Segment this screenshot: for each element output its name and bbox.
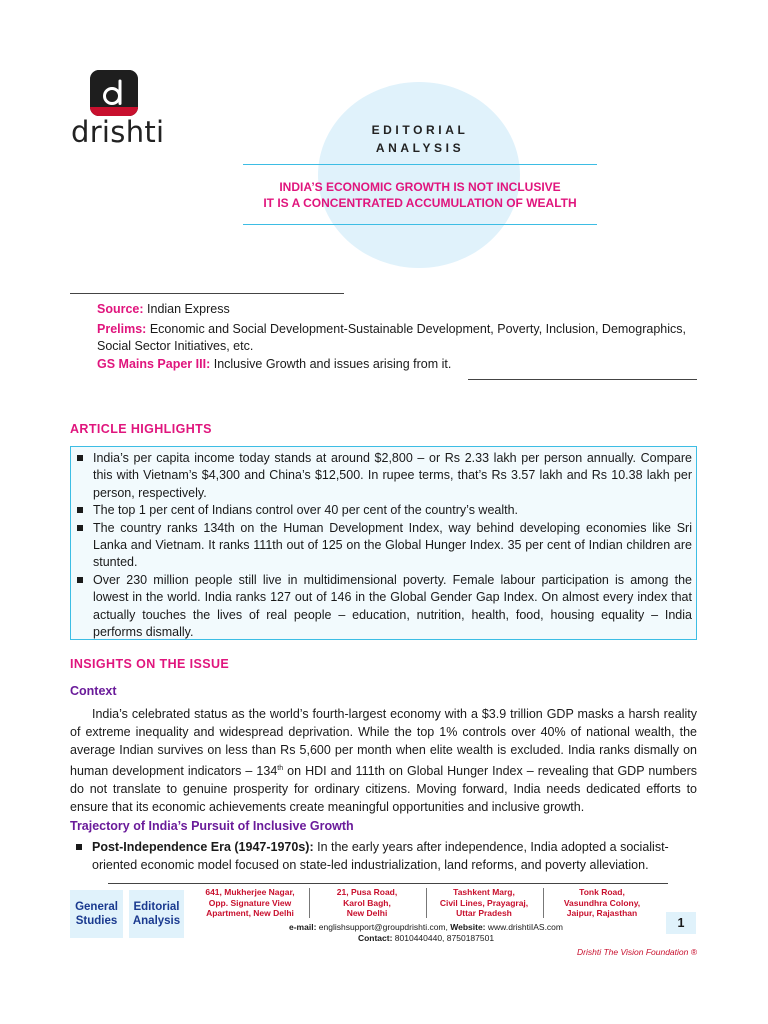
- context-text-part-2: on HDI and 111th on Global Hunger Index – revealing that GDP numbers do not translate to genuine prosperity for ordinary citizens. Moving forward, India needs dedicated efforts to ensure that its economic achievements create meaningful opportunities and inclusive growth.: [70, 763, 697, 815]
- general-studies-tab: [70, 890, 123, 938]
- address-line: Karol Bagh,: [343, 897, 391, 908]
- contact-label: Contact:: [357, 933, 393, 943]
- address-line: Apartment, New Delhi: [206, 908, 294, 918]
- address-line: Opp. Signature View: [208, 897, 292, 908]
- brand-name: drishti: [71, 115, 165, 149]
- address-line: Tashkent Marg,: [453, 887, 515, 897]
- context-text-part-1: India’s celebrated status as the world’s fourth-largest economy with a $3.9 trillion GDP masks a harsh reality of extreme inequality and widespread deprivation. While the top 1% controls over 40% of national wealth, the average Indian survives on less than Rs 5,600 per month when elite wealth is excluded. India ranks dismally on human development indicators – 134: [70, 707, 697, 778]
- list-item-text: The country ranks 134th on the Human Development Index, way behind developing economies like Sri Lanka and Vietnam. It ranks 111th out of 125 on the Global Hunger Index. 35 per cent of Indian children are stunted.: [93, 520, 692, 570]
- source-label: Source:: [97, 302, 144, 316]
- list-item-text: Over 230 million people still live in multidimensional poverty. Female labour participation is among the lowest in the world. India ranks 127 out of 146 in the Global Gender Gap Index. On almost every index that actually touches the lives of real people – education, nutrition, health, food, housing equality – India performs dismally.: [93, 572, 692, 640]
- list-item: [71, 520, 692, 572]
- square-bullet-icon: [77, 507, 83, 513]
- address-mukherjee-nagar: [192, 887, 308, 919]
- mains-line: [97, 356, 451, 373]
- address-line: Vasundhra Colony,: [563, 897, 641, 908]
- title-rule-top: [243, 164, 597, 165]
- list-item: [71, 450, 692, 502]
- editorial-label: EDITORIAL: [371, 123, 469, 137]
- source-value: Indian Express: [147, 302, 230, 316]
- address-jaipur: [544, 887, 660, 919]
- page-number: 1: [666, 912, 696, 934]
- source-rule-top: [70, 293, 344, 294]
- contact-line: [192, 933, 660, 943]
- address-line: Tonk Road,: [579, 887, 625, 897]
- insights-heading: INSIGHTS ON THE ISSUE: [70, 657, 230, 671]
- context-superscript: th: [277, 764, 284, 772]
- list-item-text: India’s per capita income today stands at around $2,800 – or Rs 2.33 lakh per person annually. Compare this with Vietnam’s $4,300 and China’s $12,500. In rupee terms, that’s Rs 3.57 lakh and Rs 10.38 lakh per person, respectively.: [93, 451, 692, 500]
- square-bullet-icon: [77, 577, 83, 583]
- context-heading: Context: [70, 684, 117, 698]
- list-item: [70, 838, 697, 874]
- drishti-logo-icon: [90, 70, 138, 116]
- era-text: In the early years after independence, India adopted a socialist-oriented economic model focused on state-led industrialization, land reforms, and poverty alleviation.: [92, 840, 669, 873]
- square-bullet-icon: [77, 455, 83, 461]
- list-item-text: The top 1 per cent of Indians control over 40 per cent of the country’s wealth.: [93, 503, 519, 518]
- website-label: Website:: [450, 922, 486, 932]
- analysis-label: ANALYSIS: [375, 141, 465, 155]
- tab-label-line: General: [75, 901, 118, 913]
- list-item: [71, 572, 692, 642]
- prelims-value: Economic and Social Development-Sustainable Development, Poverty, Inclusion, Demographics, Social Sector Initiatives, etc.: [97, 322, 686, 353]
- address-karol-bagh: [309, 887, 425, 919]
- mains-value: Inclusive Growth and issues arising from it.: [213, 357, 452, 371]
- address-line: Jaipur, Rajasthan: [566, 908, 638, 918]
- email-label: e-mail:: [289, 922, 317, 932]
- highlights-box: [70, 446, 697, 640]
- headline-line-2: IT IS A CONCENTRATED ACCUMULATION OF WEALTH: [263, 196, 577, 210]
- email-value[interactable]: englishsupport@groupdrishti.com,: [316, 922, 451, 932]
- address-line: Uttar Pradesh: [456, 908, 512, 918]
- headline-line-1: INDIA’S ECONOMIC GROWTH IS NOT INCLUSIVE: [279, 180, 561, 194]
- prelims-line: [97, 321, 697, 355]
- tab-label-line: Editorial: [133, 901, 180, 913]
- website-value[interactable]: www.drishtiIAS.com: [485, 922, 563, 932]
- address-line: 641, Mukherjee Nagar,: [205, 887, 295, 897]
- source-rule-bottom: [468, 379, 697, 380]
- prelims-label: Prelims:: [97, 322, 147, 336]
- address-line: Civil Lines, Prayagraj,: [439, 897, 529, 908]
- tab-label-line: Analysis: [132, 915, 181, 927]
- context-paragraph: [70, 705, 697, 816]
- era-label: Post-Independence Era (1947-1970s):: [92, 840, 314, 854]
- trajectory-heading: Trajectory of India’s Pursuit of Inclusive Growth: [70, 819, 354, 833]
- header-decoration: [318, 82, 520, 268]
- footer-rule: [108, 883, 668, 884]
- address-line: 21, Pusa Road,: [336, 887, 398, 897]
- title-rule-bottom: [243, 224, 597, 225]
- square-bullet-icon: [77, 525, 83, 531]
- editorial-analysis-tab: [129, 890, 184, 938]
- address-prayagraj: [426, 887, 542, 919]
- tab-label-line: Studies: [75, 915, 118, 927]
- email-website-line: [192, 922, 660, 932]
- contact-value: 8010440440, 8750187501: [392, 933, 495, 943]
- highlights-heading: ARTICLE HIGHLIGHTS: [70, 422, 212, 436]
- square-bullet-icon: [76, 844, 82, 850]
- mains-label: GS Mains Paper III:: [97, 357, 211, 371]
- highlights-list: [71, 450, 692, 641]
- list-item: [71, 502, 692, 519]
- footer-tagline: Drishti The Vision Foundation ®: [577, 947, 697, 957]
- address-line: New Delhi: [346, 908, 388, 918]
- source-line: [97, 301, 230, 318]
